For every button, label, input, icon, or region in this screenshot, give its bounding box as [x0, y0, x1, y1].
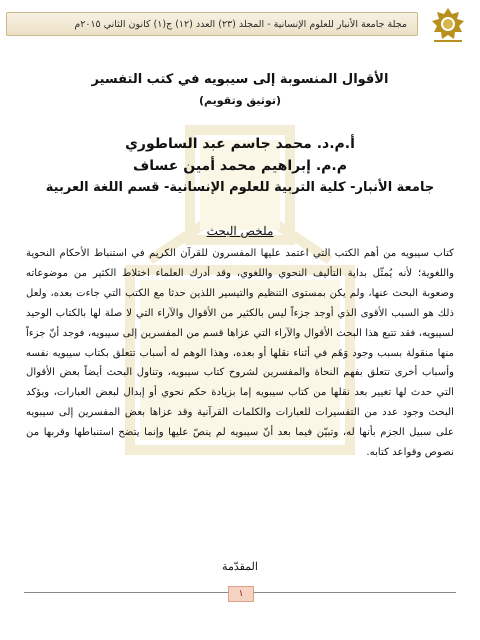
- author-affiliation: جامعة الأنبار- كلية التربية للعلوم الإنسانية- قسم اللغة العربية: [45, 180, 435, 195]
- author-2: م.م. إبراهيم محمد أمين عساف: [133, 158, 347, 174]
- paper-title: الأقوال المنسوبة إلى سيبويه في كتب التفسير: [91, 72, 389, 87]
- abstract-heading-text: ملخص البحث: [206, 224, 274, 238]
- author-1: أ.م.د. محمد جاسم عبد الساطوري: [125, 136, 355, 152]
- journal-header-band: [6, 12, 418, 36]
- page-number: ١: [228, 586, 254, 602]
- abstract-heading: [20, 224, 460, 238]
- abstract-body: كتاب سيبويه من أهم الكتب التي اعتمد عليها المفسرون للقرآن الكريم في استنباط الأحكام النحوية واللغوية؛ لأنه يُمثّل بداية التأليف النحوي واللغوي، وقد أدرك العلماء اختلاط الكثير من موضوعاته وصعوبة البحث عنها، ولم يكن بمستوى التنظيم والتيسير اللذين حدثا مع الكتب التي جاءت بعده، ولعل ذلك هو السبب الأقوى الذي أوجد جزءاً ليس بالكثير من الأقوال والآراء التي لا صلة لها بالكتاب الوحيد لسيبويه، فقد تتبع هذا البحث الأقوال والآراء التي عزاها قسم من المفسرين إلى سيبويه، فوجد أنّ جزءاً منها منقولة بسبب وجود وَهَم في أثناء نقلها أو بعده، وهذا الوهم له أسباب تتعلق بكتاب سيبويه نفسه وأسباب أخرى تتعلق بفهم النحاة والمفسرين لشروح كتاب سيبويه، وتناول البحث أيضاً بعض الأقوال التي حدث لها تغيير بعد نقلها من كتاب سيبويه إما بزيادة حكم نحوي أو إبدال لبعض العبارات، ويؤكد البحث وجود عدد من التفسيرات للعبارات والكلمات القرآنية وقد عزاها بعض المفسرين إلى سيبويه على سبيل الجزم بأنها له، وتبيّن فيما بعد أنّ سيبويه لم ينصّ عليها وإنما يتضح استنباطها وقربها من نصوص وقواعد كتابه.: [26, 248, 454, 459]
- journal-header: [6, 6, 472, 50]
- journal-line: مجلة جامعة الأنبار للعلوم الإنسانية - المجلد (٢٣) العدد (١٢) ج(١) كانون الثاني ٢٠١٥م: [74, 18, 407, 30]
- university-logo-icon: [424, 6, 472, 50]
- introduction-heading: المقدّمة: [222, 560, 258, 573]
- paper-subtitle: (توثيق وتقويم): [199, 94, 281, 107]
